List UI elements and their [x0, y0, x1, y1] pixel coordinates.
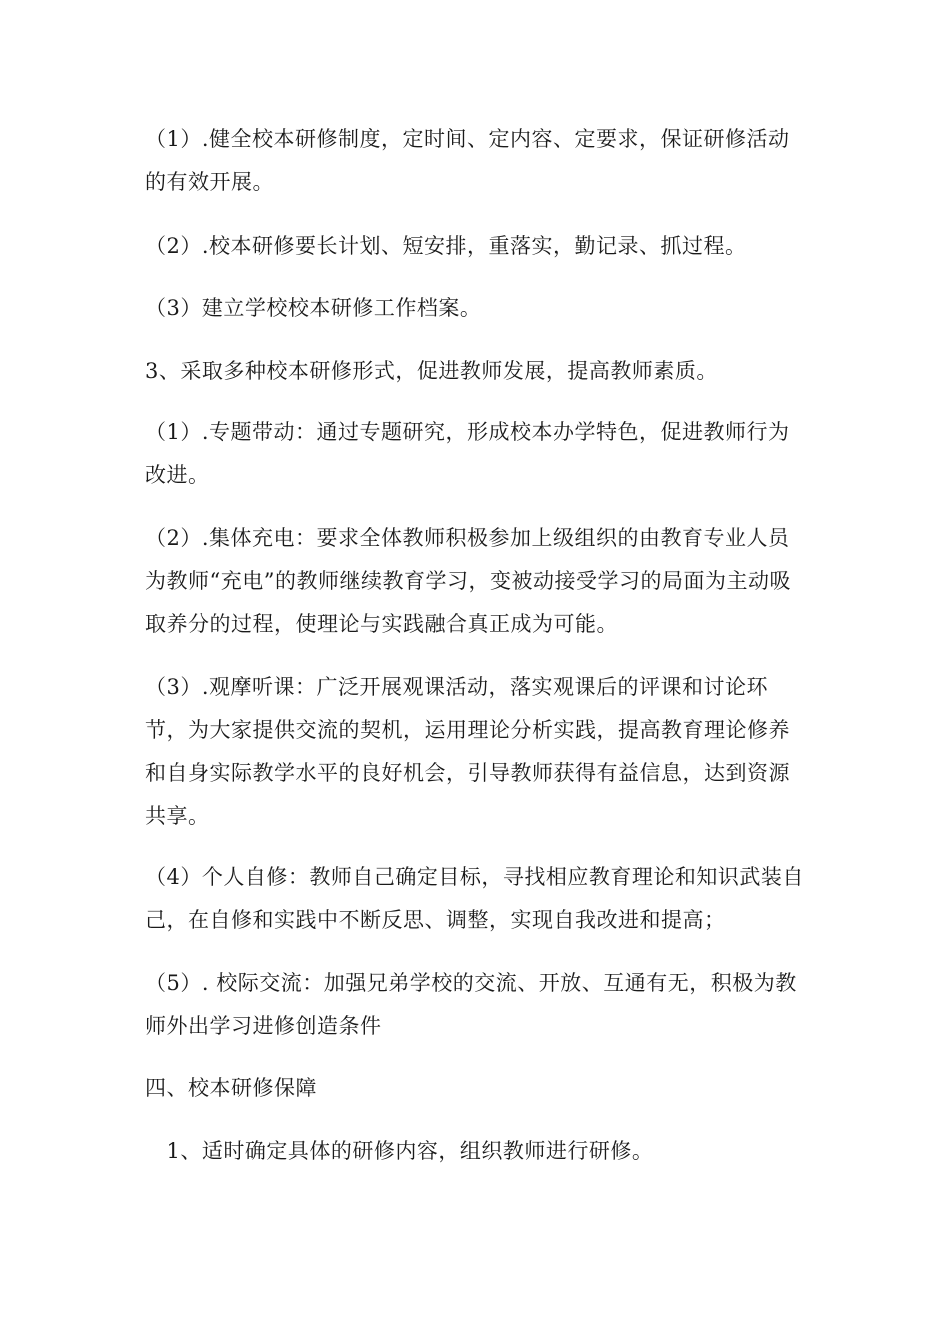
paragraph-3-1-topic-driven: （1）.专题带动：通过专题研究，形成校本办学特色，促进教师行为改进。: [145, 420, 790, 487]
paragraph-4-1-content: 1、适时确定具体的研修内容，组织教师进行研修。: [145, 1139, 654, 1163]
paragraph-3-4-self-study: （4）个人自修：教师自己确定目标，寻找相应教育理论和知识武装自己，在自修和实践中不断反思、调整，实现自我改进和提高；: [145, 865, 804, 932]
section-4-heading: 四、校本研修保障: [145, 1076, 317, 1100]
paragraph-1-3-archive: （3）建立学校校本研修工作档案。: [145, 296, 482, 320]
paragraph-1-1-system: （1）.健全校本研修制度，定时间、定内容、定要求，保证研修活动的有效开展。: [145, 127, 790, 194]
paragraph-3-3-class-observation: （3）.观摩听课：广泛开展观课活动，落实观课后的评课和讨论环节，为大家提供交流的契机，运用理论分析实践，提高教育理论修养和自身实际教学水平的良好机会，引导教师获得有益信息，达到资源共享。: [145, 675, 790, 828]
paragraph-3-2-collective-charging: （2）.集体充电：要求全体教师积极参加上级组织的由教育专业人员为教师“充电”的教师继续教育学习，变被动接受学习的局面为主动吸取养分的过程，使理论与实践融合真正成为可能。: [145, 526, 791, 636]
paragraph-3-5-inter-school-exchange: （5）. 校际交流：加强兄弟学校的交流、开放、互通有无，积极为教师外出学习进修创造条件: [145, 971, 797, 1038]
section-3-heading: 3、采取多种校本研修形式，促进教师发展，提高教师素质。: [145, 359, 718, 383]
paragraph-1-2-planning: （2）.校本研修要长计划、短安排，重落实，勤记录、抓过程。: [145, 234, 747, 258]
